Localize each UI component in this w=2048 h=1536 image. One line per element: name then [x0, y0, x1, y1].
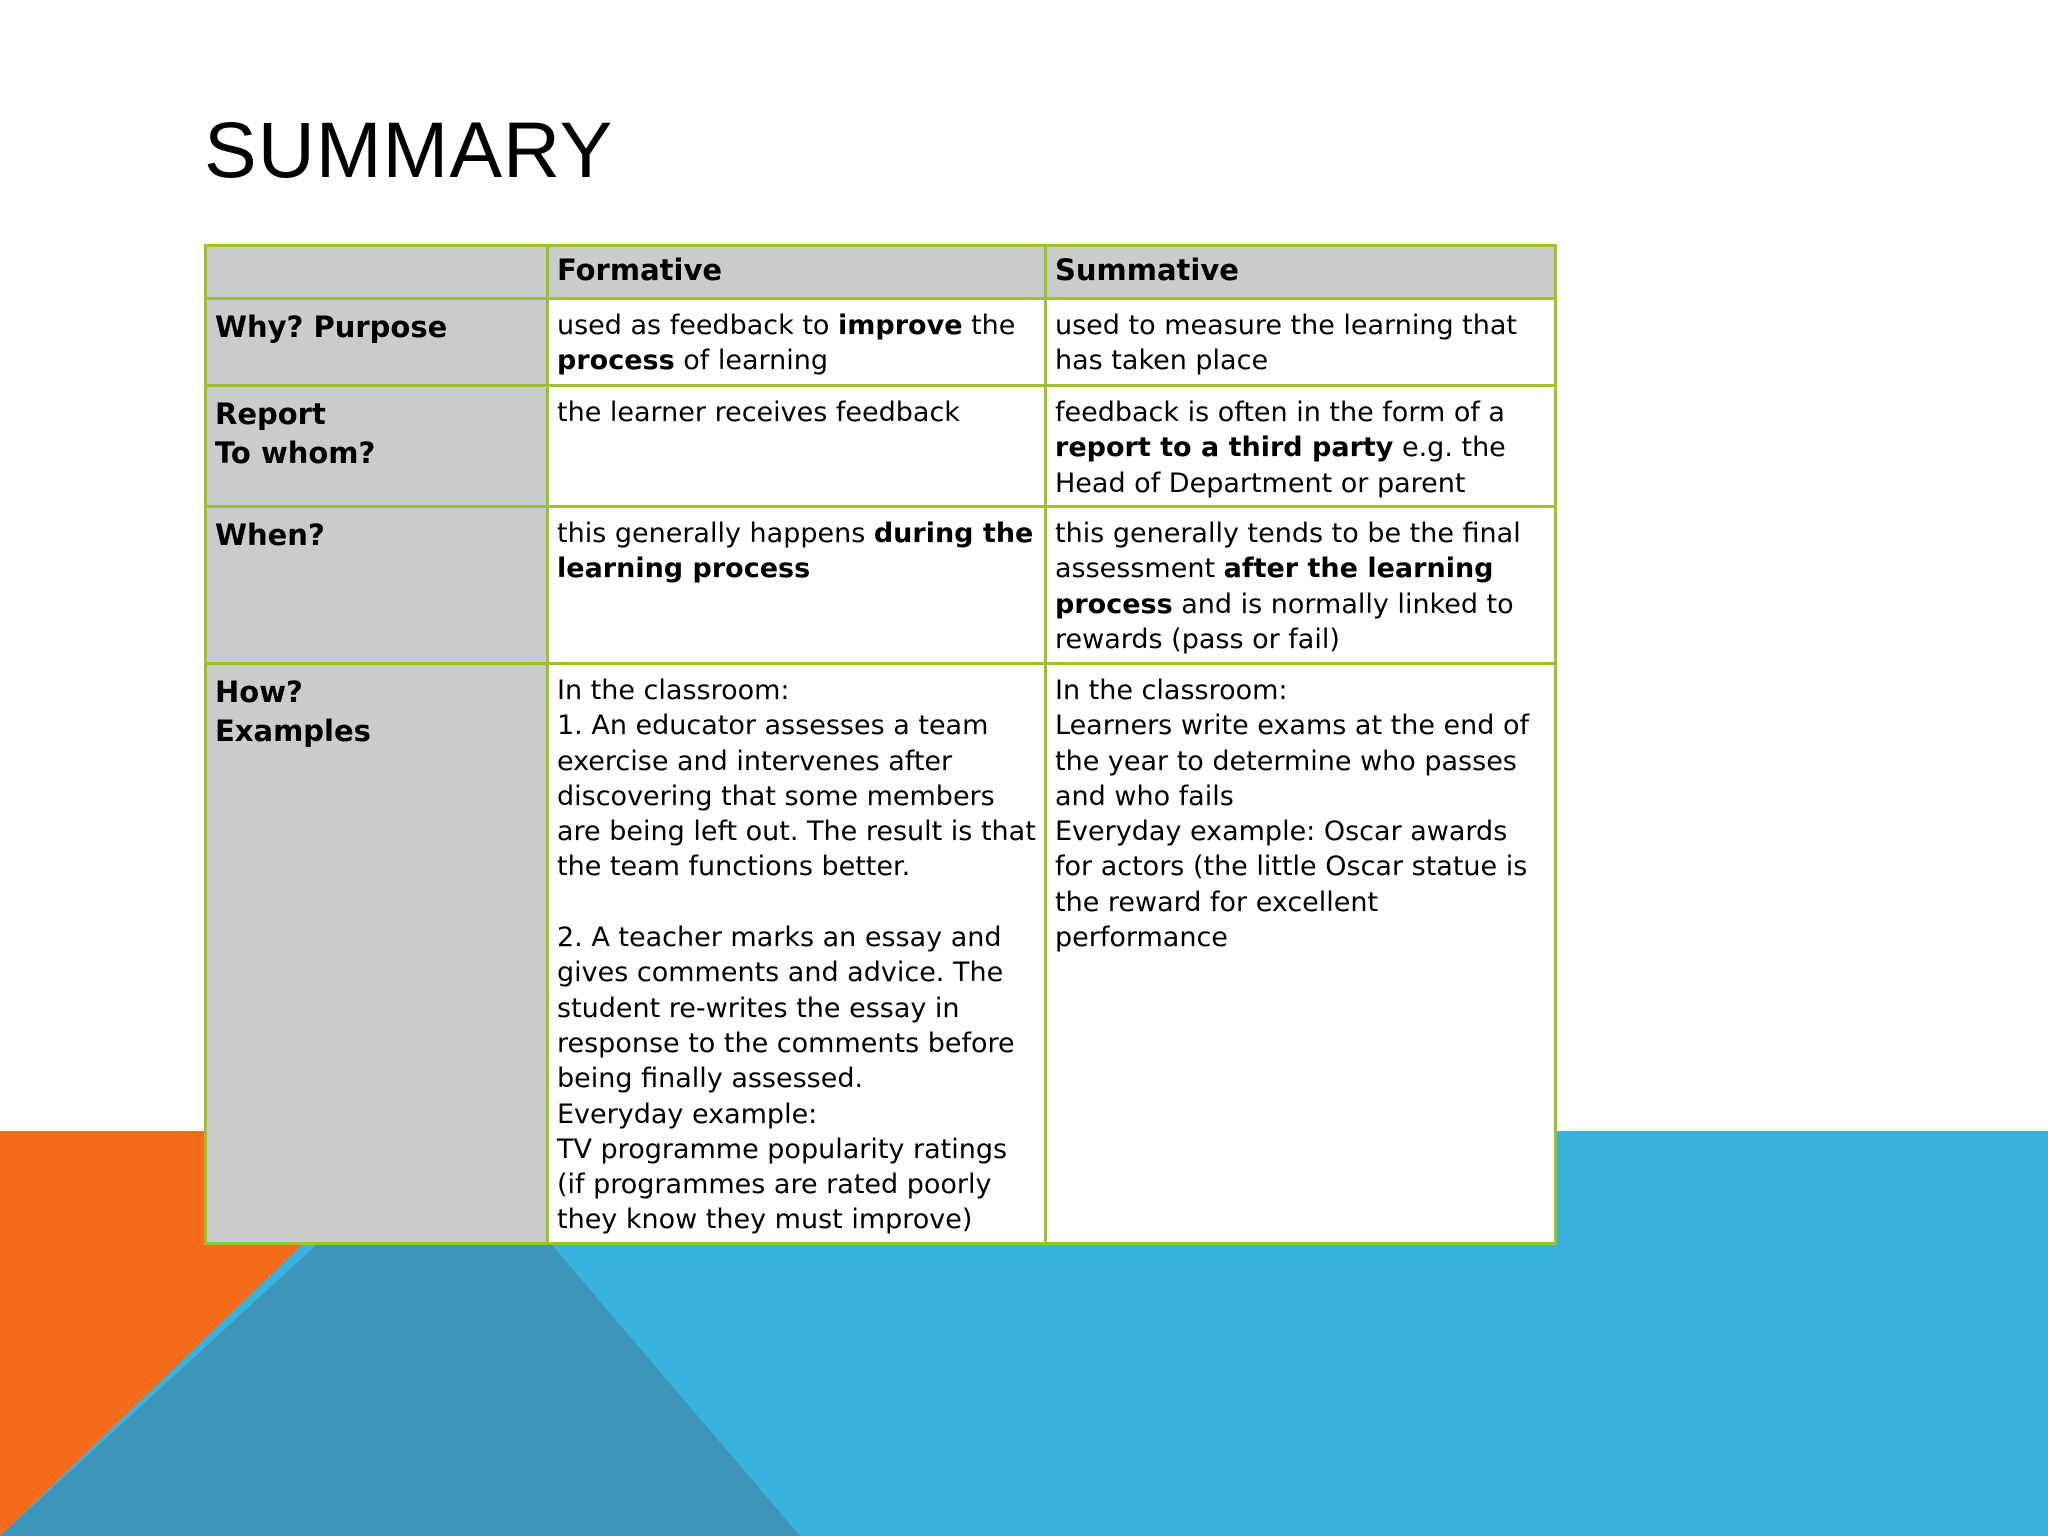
row-label-how	[206, 664, 548, 1244]
purpose-formative-text-1: used as feedback to	[557, 310, 839, 341]
row-label-report-line1: Report	[215, 397, 326, 431]
cell-purpose-formative	[548, 299, 1046, 386]
header-summative: Summative	[1046, 246, 1556, 299]
row-label-purpose	[206, 299, 548, 386]
summary-table	[204, 244, 1557, 1245]
slide-title: SUMMARY	[204, 105, 614, 194]
table-row-when	[206, 507, 1556, 664]
cell-how-summative	[1046, 664, 1556, 1244]
how-formative-example-1: 1. An educator assesses a team exercise and intervenes after discovering that some members are being left out. The result is that the team functions better.	[557, 710, 1036, 883]
row-label-how-line2: Examples	[215, 714, 371, 748]
purpose-formative-bold-2: process	[557, 345, 675, 377]
how-summative-example-1: Learners write exams at the end of the year to determine who passes and who fails	[1055, 710, 1529, 812]
purpose-formative-text-2: the	[962, 310, 1016, 341]
report-formative-text: the learner receives feedback	[557, 397, 960, 428]
how-formative-example-2: 2. A teacher marks an essay and gives comments and advice. The student re-writes the essay in response to the comments before being finally assessed.	[557, 922, 1015, 1095]
when-formative-text: this generally happens	[557, 518, 874, 549]
row-label-how-line1: How?	[215, 675, 303, 709]
cell-when-summative	[1046, 507, 1556, 664]
when-summative-text-1: this generally tends to be the final assessment	[1055, 518, 1521, 585]
when-summative-text-2: and is normally linked to rewards (pass or fail)	[1055, 588, 1514, 655]
cell-how-formative	[548, 664, 1046, 1244]
table-row-how	[206, 664, 1556, 1244]
purpose-summative-text: used to measure the learning that has taken place	[1055, 310, 1517, 377]
row-label-when	[206, 507, 548, 664]
cell-when-formative	[548, 507, 1046, 664]
when-formative-bold: during the learning process	[557, 518, 1034, 585]
how-formative-spacer	[557, 885, 1036, 920]
header-formative: Formative	[548, 246, 1046, 299]
header-corner-cell	[206, 246, 548, 299]
how-summative-intro: In the classroom:	[1055, 675, 1288, 706]
cell-report-formative	[548, 386, 1046, 507]
row-label-report-line2: To whom?	[215, 436, 376, 470]
how-formative-everyday: TV programme popularity ratings (if programmes are rated poorly they know they must improve)	[557, 1133, 1008, 1236]
purpose-formative-bold-1: improve	[838, 310, 963, 341]
cell-purpose-summative	[1046, 299, 1556, 386]
table-row-report	[206, 386, 1556, 507]
report-summative-bold: report to a third party	[1055, 432, 1394, 464]
row-label-when-text: When?	[215, 518, 325, 552]
how-formative-everyday-label: Everyday example:	[557, 1098, 818, 1130]
row-label-report	[206, 386, 548, 507]
report-summative-text-1: feedback is often in the form of a	[1055, 397, 1505, 428]
how-formative-intro: In the classroom:	[557, 675, 790, 706]
table-header-row	[206, 246, 1556, 299]
row-label-purpose-text: Why? Purpose	[215, 310, 448, 344]
how-summative-everyday: Everyday example: Oscar awards for actors (the little Oscar statue is the reward for excellent performance	[1055, 816, 1528, 954]
report-summative-text-2: e.g. the Head of Department or parent	[1055, 432, 1506, 499]
cell-report-summative	[1046, 386, 1556, 507]
table-row-purpose	[206, 299, 1556, 386]
purpose-formative-text-3: of learning	[674, 345, 828, 377]
when-summative-bold: after the learning process	[1055, 553, 1494, 620]
